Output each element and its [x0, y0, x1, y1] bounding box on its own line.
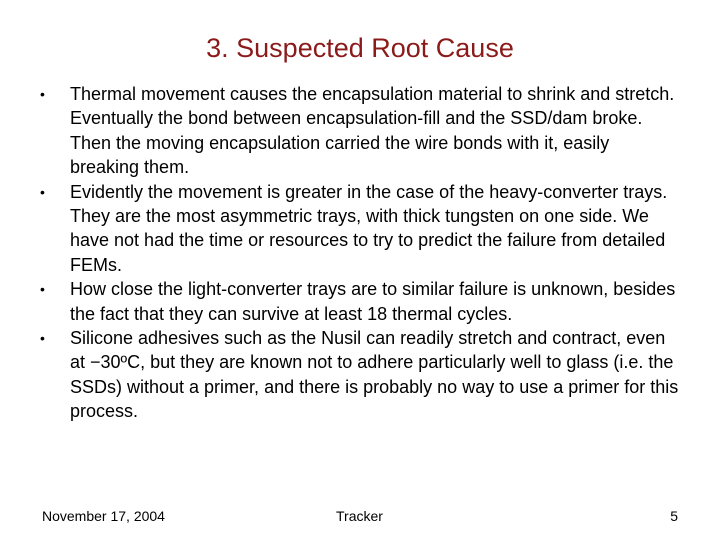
bullet-item — [40, 82, 680, 180]
bullet-marker: • — [40, 330, 45, 347]
bullet-text: Evidently the movement is greater in the case of the heavy-converter trays. They are the most asymmetric trays, with thick tungsten on one side. We have not had the time or resources to try to predict the failure from detailed FEMs. — [70, 181, 668, 275]
footer-title: Tracker — [336, 508, 383, 524]
slide-title: 3. Suspected Root Cause — [206, 33, 514, 63]
bullet-item — [40, 326, 680, 424]
bullet-item — [40, 180, 680, 278]
bullet-marker: • — [40, 183, 45, 200]
bullet-item — [40, 277, 680, 326]
bullet-list — [40, 82, 680, 424]
bullet-text: How close the light-converter trays are to similar failure is unknown, besides the fact that they can survive at least 18 thermal cycles. — [70, 279, 676, 324]
bullet-marker: • — [40, 86, 45, 102]
bullet-text: Silicone adhesives such as the Nusil can readily stretch and contract, even at −30ºC, but they are known not to adhere particularly well to glass (i.e. the SSDs) without a primer, and there is probably no way to use a primer for this process. — [70, 328, 679, 422]
page-number: 5 — [670, 508, 678, 524]
bullet-text: Thermal movement causes the encapsulation material to shrink and stretch. Eventually the bond between encapsulation-fill and the SSD/dam broke. Then the moving encapsulation carried the wire bonds with it, easily breaking them. — [70, 84, 675, 178]
footer-date: November 17, 2004 — [42, 508, 165, 524]
bullet-marker: • — [40, 281, 45, 298]
